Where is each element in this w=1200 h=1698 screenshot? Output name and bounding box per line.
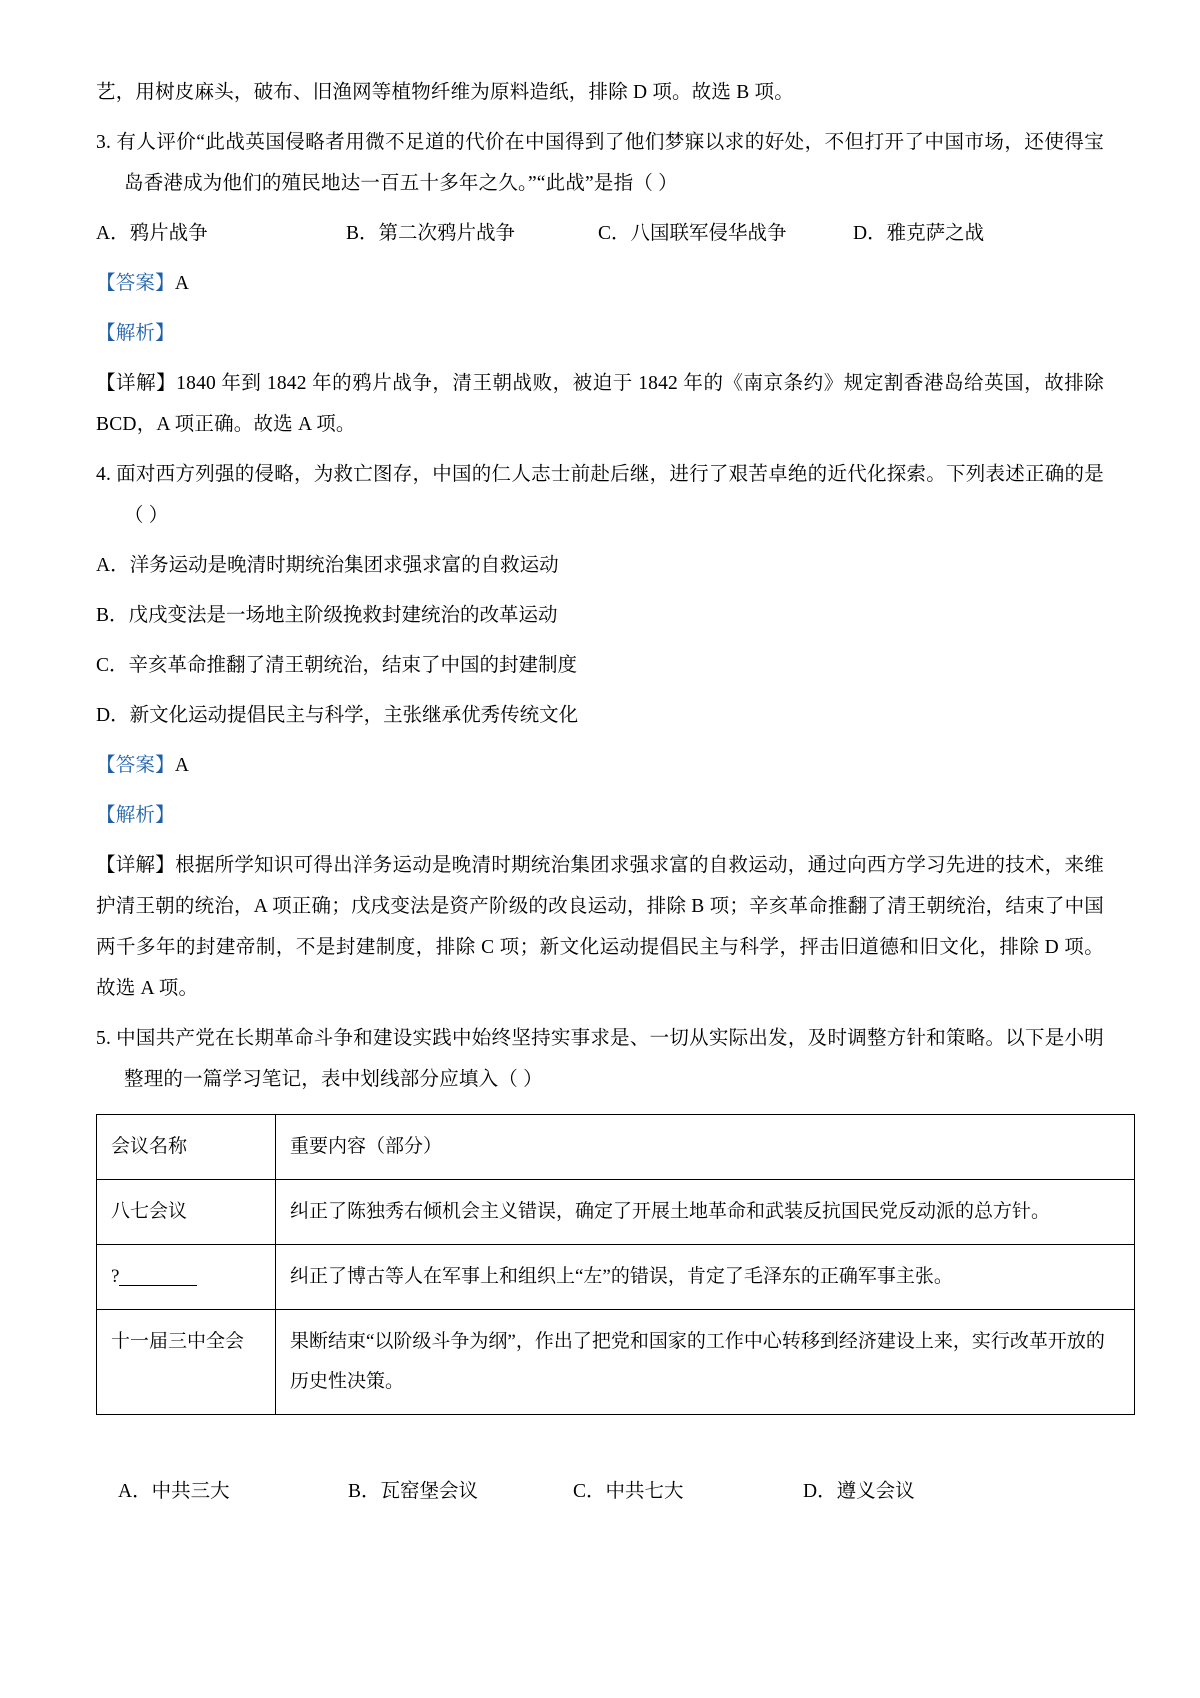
table-cell-meeting-name-blank [97, 1245, 276, 1310]
question-5-options [96, 1471, 1104, 1512]
table-row [97, 1245, 1135, 1310]
paragraph-top-fragment: 艺，用树皮麻头，破布、旧渔网等植物纤维为原料造纸，排除 D 项。故选 B 项。 [96, 82, 794, 103]
fill-in-blank [119, 1285, 197, 1286]
table-row [97, 1180, 1135, 1245]
question-4-answer [96, 745, 1104, 786]
question-4-analysis-label: 【解析】 [96, 805, 175, 826]
option-c[interactable]: C．中共七大 [573, 1481, 684, 1502]
table-cell-content: 纠正了博古等人在军事上和组织上“左”的错误，肯定了毛泽东的正确军事主张。 [276, 1245, 1135, 1310]
option-d[interactable]: D．雅克萨之战 [853, 223, 985, 244]
question-3-options [96, 213, 1104, 254]
table-header-content: 重要内容（部分） [276, 1115, 1135, 1180]
question-4-detail: 【详解】根据所学知识可得出洋务运动是晚清时期统治集团求强求富的自救运动，通过向西方学习先进的技术，来维护清王朝的统治，A 项正确；戊戌变法是资产阶级的改良运动，排除 B 项；辛亥革命推翻了清王朝统治，结束了中国两千多年的封建帝制，不是封建制度，排除 C 项；新文化运动提倡民主与科学，抨击旧道德和旧文化，排除 D 项。故选 A 项。 [96, 855, 1104, 999]
question-4-option-d[interactable]: D．新文化运动提倡民主与科学，主张继承优秀传统文化 [96, 705, 579, 726]
option-b[interactable]: B．瓦窑堡会议 [348, 1481, 479, 1502]
table-cell-meeting-name: 十一届三中全会 [97, 1310, 276, 1415]
option-a[interactable]: A．中共三大 [118, 1481, 230, 1502]
question-3-answer [96, 263, 1104, 304]
question-3-detail: 【详解】1840 年到 1842 年的鸦片战争，清王朝战败，被迫于 1842 年的《南京条约》规定割香港岛给英国，故排除 BCD，A 项正确。故选 A 项。 [96, 373, 1104, 435]
option-d[interactable]: D．遵义会议 [803, 1481, 915, 1502]
table-header-meeting-name: 会议名称 [97, 1115, 276, 1180]
question-3-stem: 3. 有人评价“此战英国侵略者用微不足道的代价在中国得到了他们梦寐以求的好处，不但打开了中国市场，还使得宝岛香港成为他们的殖民地达一百五十多年之久。”“此战”是指（ ） [96, 132, 1104, 194]
question-3-analysis-label: 【解析】 [96, 323, 175, 344]
question-4-stem: 4. 面对西方列强的侵略，为救亡图存，中国的仁人志士前赴后继，进行了艰苦卓绝的近代化探索。下列表述正确的是（ ） [96, 464, 1104, 526]
answer-value: A [174, 273, 190, 294]
answer-value: A [174, 755, 190, 776]
question-4-option-a[interactable]: A．洋务运动是晚清时期统治集团求强求富的自救运动 [96, 555, 559, 576]
option-c[interactable]: C．八国联军侵华战争 [598, 223, 787, 244]
table-cell-content: 果断结束“以阶级斗争为纲”，作出了把党和国家的工作中心转移到经济建设上来，实行改革开放的历史性决策。 [276, 1310, 1135, 1415]
table-cell-meeting-name: 八七会议 [97, 1180, 276, 1245]
option-a[interactable]: A．鸦片战争 [96, 223, 208, 244]
option-b[interactable]: B．第二次鸦片战争 [346, 223, 516, 244]
study-notes-table [96, 1114, 1135, 1415]
table-header-row [97, 1115, 1135, 1180]
question-5-stem: 5. 中国共产党在长期革命斗争和建设实践中始终坚持实事求是、一切从实际出发，及时调整方针和策略。以下是小明整理的一篇学习笔记，表中划线部分应填入（ ） [96, 1028, 1104, 1090]
question-4-option-c[interactable]: C．辛亥革命推翻了清王朝统治，结束了中国的封建制度 [96, 655, 578, 676]
table-cell-content: 纠正了陈独秀右倾机会主义错误，确定了开展土地革命和武装反抗国民党反动派的总方针。 [276, 1180, 1135, 1245]
blank-question-mark: ? [111, 1266, 120, 1287]
answer-label: 【答案】 [96, 755, 175, 776]
answer-label: 【答案】 [96, 273, 175, 294]
question-4-option-b[interactable]: B．戊戌变法是一场地主阶级挽救封建统治的改革运动 [96, 605, 558, 626]
table-row [97, 1310, 1135, 1415]
